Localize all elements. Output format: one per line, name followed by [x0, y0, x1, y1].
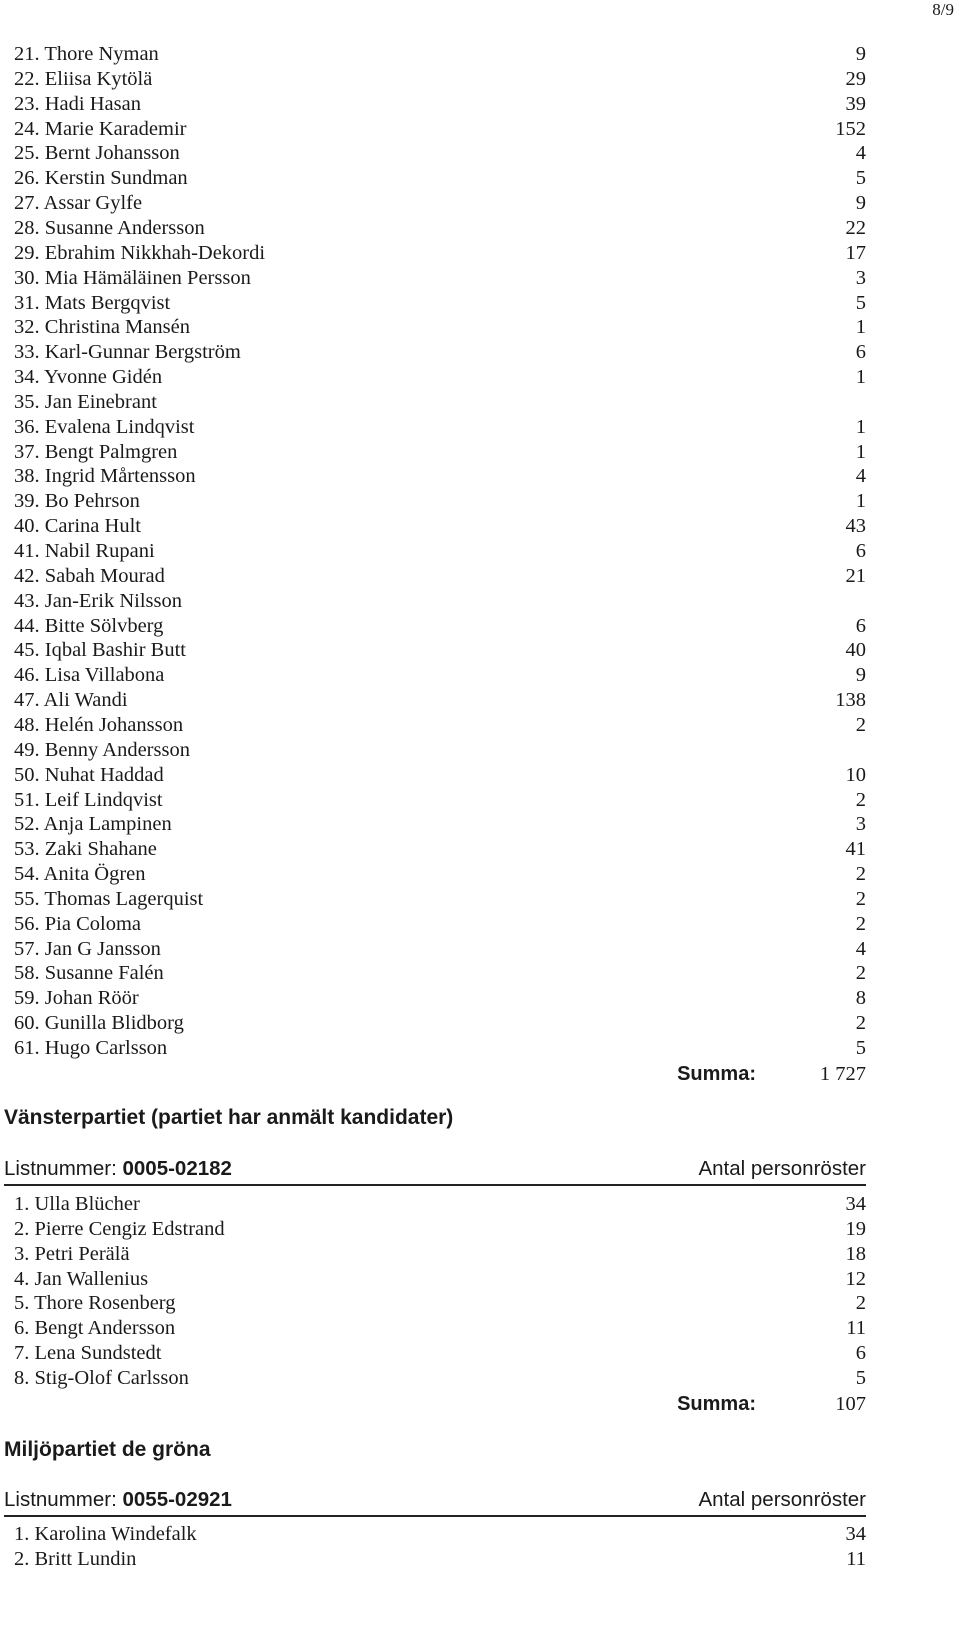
candidate-name: 35. Jan Einebrant	[14, 390, 157, 413]
candidate-name: 25. Bernt Johansson	[14, 142, 180, 165]
candidate-votes: 6	[855, 1342, 866, 1365]
candidate-votes: 2	[855, 962, 866, 985]
candidate-row	[14, 314, 866, 340]
candidate-row	[14, 414, 866, 440]
candidate-votes: 29	[845, 67, 866, 90]
candidate-votes: 39	[845, 92, 866, 115]
candidate-votes: 1	[855, 440, 866, 463]
candidate-row	[14, 265, 866, 291]
candidate-name: 2. Britt Lundin	[14, 1547, 137, 1570]
summa-row-2	[566, 1390, 866, 1418]
candidate-votes: 9	[855, 43, 866, 65]
candidate-name: 21. Thore Nyman	[14, 43, 159, 65]
summa-value: 107	[835, 1393, 866, 1415]
candidate-name: 7. Lena Sundstedt	[14, 1342, 162, 1365]
candidate-votes: 1	[855, 490, 866, 513]
candidate-row	[14, 762, 866, 788]
candidate-votes: 9	[855, 664, 866, 687]
candidate-name: 54. Anita Ögren	[14, 863, 146, 886]
candidate-name: 51. Leif Lindqvist	[14, 788, 163, 811]
candidate-row	[14, 240, 866, 266]
candidate-votes: 4	[855, 465, 866, 488]
candidate-name: 43. Jan-Erik Nilsson	[14, 589, 182, 612]
candidate-name: 6. Bengt Andersson	[14, 1317, 176, 1340]
candidate-name: 8. Stig-Olof Carlsson	[14, 1366, 189, 1389]
candidate-name: 1. Karolina Windefalk	[14, 1523, 197, 1545]
candidate-name: 61. Hugo Carlsson	[14, 1037, 168, 1059]
candidate-row	[14, 1035, 866, 1061]
candidate-votes: 11	[846, 1317, 866, 1340]
candidate-votes: 18	[845, 1242, 866, 1265]
candidate-row	[14, 1266, 866, 1292]
candidate-votes: 138	[835, 689, 866, 712]
candidate-name: 28. Susanne Andersson	[14, 216, 205, 239]
candidate-row	[14, 1191, 866, 1217]
candidate-row	[14, 1365, 866, 1391]
candidate-name: 53. Zaki Shahane	[14, 838, 157, 861]
candidate-name: 31. Mats Bergqvist	[14, 291, 171, 314]
candidate-row	[14, 463, 866, 489]
candidate-name: 50. Nuhat Haddad	[14, 763, 164, 786]
candidate-votes: 2	[855, 788, 866, 811]
candidate-votes: 2	[855, 1292, 866, 1315]
candidate-votes: 152	[835, 117, 866, 140]
list-header	[4, 1485, 866, 1517]
party-heading: Miljöpartiet de gröna	[4, 1438, 211, 1461]
candidate-row	[14, 488, 866, 514]
candidate-name: 40. Carina Hult	[14, 515, 141, 538]
candidate-votes: 43	[845, 515, 866, 538]
candidate-row	[14, 811, 866, 837]
candidate-row	[14, 737, 866, 763]
candidate-votes: 6	[855, 341, 866, 364]
candidate-votes: 1	[855, 366, 866, 389]
candidate-name: 56. Pia Coloma	[14, 912, 141, 935]
list-number-label: Listnummer:	[4, 1488, 117, 1511]
page-number: 8/9	[932, 0, 954, 19]
candidate-votes: 2	[855, 863, 866, 886]
candidate-votes: 2	[855, 713, 866, 736]
candidate-row	[14, 165, 866, 191]
candidate-votes: 4	[855, 142, 866, 165]
summa-value: 1 727	[819, 1063, 866, 1085]
candidate-votes: 17	[845, 241, 866, 264]
candidate-votes: 6	[855, 540, 866, 562]
candidate-row	[14, 563, 866, 589]
candidate-row	[14, 1521, 866, 1547]
candidate-row	[14, 364, 866, 390]
candidate-name: 1. Ulla Blücher	[14, 1193, 140, 1215]
candidate-votes: 2	[855, 1012, 866, 1035]
candidate-name: 48. Helén Johansson	[14, 713, 184, 736]
candidate-votes: 21	[845, 564, 866, 587]
candidate-row	[14, 836, 866, 862]
candidate-row	[14, 91, 866, 117]
candidate-name: 24. Marie Karademir	[14, 117, 187, 140]
candidate-row	[14, 886, 866, 912]
candidate-row	[14, 1010, 866, 1036]
candidate-name: 36. Evalena Lindqvist	[14, 415, 195, 438]
candidate-row	[14, 538, 866, 564]
candidate-row	[14, 1340, 866, 1366]
list-number: 0005-02182	[122, 1157, 232, 1180]
candidate-name: 46. Lisa Villabona	[14, 664, 165, 687]
candidate-votes: 4	[855, 937, 866, 960]
candidate-name: 58. Susanne Falén	[14, 962, 164, 985]
candidate-name: 38. Ingrid Mårtensson	[14, 465, 196, 488]
candidate-name: 45. Iqbal Bashir Butt	[14, 639, 186, 662]
candidate-name: 33. Karl-Gunnar Bergström	[14, 341, 241, 364]
candidate-row	[14, 911, 866, 937]
candidate-votes: 9	[855, 192, 866, 215]
candidate-votes: 2	[855, 887, 866, 910]
candidate-row	[14, 140, 866, 166]
party-heading: Vänsterpartiet (partiet har anmält kandidater)	[4, 1106, 454, 1129]
summa-label: Summa:	[677, 1063, 756, 1085]
votes-column-header: Antal personröster	[698, 1157, 866, 1180]
candidate-name: 52. Anja Lampinen	[14, 813, 172, 836]
list-number: 0055-02921	[122, 1488, 232, 1511]
candidate-votes: 3	[855, 813, 866, 836]
candidate-name: 27. Assar Gylfe	[14, 192, 143, 215]
candidate-votes: 2	[855, 912, 866, 935]
candidate-votes: 8	[855, 987, 866, 1010]
candidate-name: 39. Bo Pehrson	[14, 490, 140, 513]
candidate-row	[14, 787, 866, 813]
candidate-votes: 40	[845, 639, 866, 662]
candidate-row	[14, 116, 866, 142]
candidate-row	[14, 712, 866, 738]
candidate-name: 23. Hadi Hasan	[14, 92, 141, 115]
candidate-name: 22. Eliisa Kytölä	[14, 67, 153, 90]
candidate-row	[14, 41, 866, 67]
list-number-label: Listnummer:	[4, 1157, 117, 1180]
candidate-row	[14, 662, 866, 688]
candidate-name: 57. Jan G Jansson	[14, 937, 161, 960]
candidate-row	[14, 588, 866, 614]
candidate-votes: 10	[845, 763, 866, 786]
candidate-name: 47. Ali Wandi	[14, 689, 128, 712]
candidate-votes: 34	[845, 1523, 866, 1545]
summa-label: Summa:	[677, 1393, 756, 1415]
candidate-name: 32. Christina Mansén	[14, 316, 190, 339]
candidate-row	[14, 936, 866, 962]
candidate-votes: 12	[845, 1267, 866, 1290]
candidate-name: 37. Bengt Palmgren	[14, 440, 178, 463]
candidate-name: 4. Jan Wallenius	[14, 1267, 149, 1290]
candidate-votes: 22	[845, 216, 866, 239]
candidate-name: 42. Sabah Mourad	[14, 564, 165, 587]
candidate-votes: 1	[855, 316, 866, 339]
candidate-row	[14, 1241, 866, 1267]
candidate-votes: 6	[855, 614, 866, 637]
candidate-votes: 1	[855, 415, 866, 438]
candidate-row	[14, 1290, 866, 1316]
candidate-row	[14, 190, 866, 216]
candidate-name: 59. Johan Röör	[14, 987, 139, 1010]
candidate-row	[14, 960, 866, 986]
candidate-votes: 19	[845, 1217, 866, 1240]
candidate-votes: 5	[855, 291, 866, 314]
candidate-votes: 5	[855, 1037, 866, 1059]
candidate-votes: 3	[855, 266, 866, 289]
candidate-row	[14, 389, 866, 415]
candidate-row	[14, 215, 866, 241]
candidate-name: 55. Thomas Lagerquist	[14, 887, 204, 910]
candidate-name: 60. Gunilla Blidborg	[14, 1012, 184, 1035]
candidate-row	[14, 1216, 866, 1242]
candidate-votes: 5	[855, 1366, 866, 1389]
candidate-name: 5. Thore Rosenberg	[14, 1292, 176, 1315]
candidate-row	[14, 637, 866, 663]
candidate-name: 49. Benny Andersson	[14, 738, 190, 761]
candidate-row	[14, 861, 866, 887]
candidate-row	[14, 687, 866, 713]
list-header	[4, 1154, 866, 1186]
candidate-name: 41. Nabil Rupani	[14, 540, 155, 562]
candidate-name: 30. Mia Hämäläinen Persson	[14, 266, 251, 289]
candidate-row	[14, 1546, 866, 1572]
candidate-row	[14, 339, 866, 365]
candidate-row	[14, 290, 866, 316]
candidate-row	[14, 1315, 866, 1341]
candidate-name: 44. Bitte Sölvberg	[14, 614, 164, 637]
candidate-name: 26. Kerstin Sundman	[14, 167, 188, 190]
candidate-votes: 11	[846, 1547, 866, 1570]
candidate-name: 3. Petri Perälä	[14, 1242, 130, 1265]
candidate-row	[14, 613, 866, 639]
candidate-votes: 34	[845, 1193, 866, 1215]
summa-row-1	[566, 1060, 866, 1088]
candidate-row	[14, 66, 866, 92]
candidate-votes: 5	[855, 167, 866, 190]
candidate-name: 29. Ebrahim Nikkhah-Dekordi	[14, 241, 266, 264]
candidate-row	[14, 513, 866, 539]
candidate-name: 2. Pierre Cengiz Edstrand	[14, 1217, 225, 1240]
candidate-name: 34. Yvonne Gidén	[14, 366, 163, 389]
votes-column-header: Antal personröster	[698, 1488, 866, 1511]
candidate-row	[14, 985, 866, 1011]
candidate-row	[14, 439, 866, 465]
candidate-votes: 41	[845, 838, 866, 861]
